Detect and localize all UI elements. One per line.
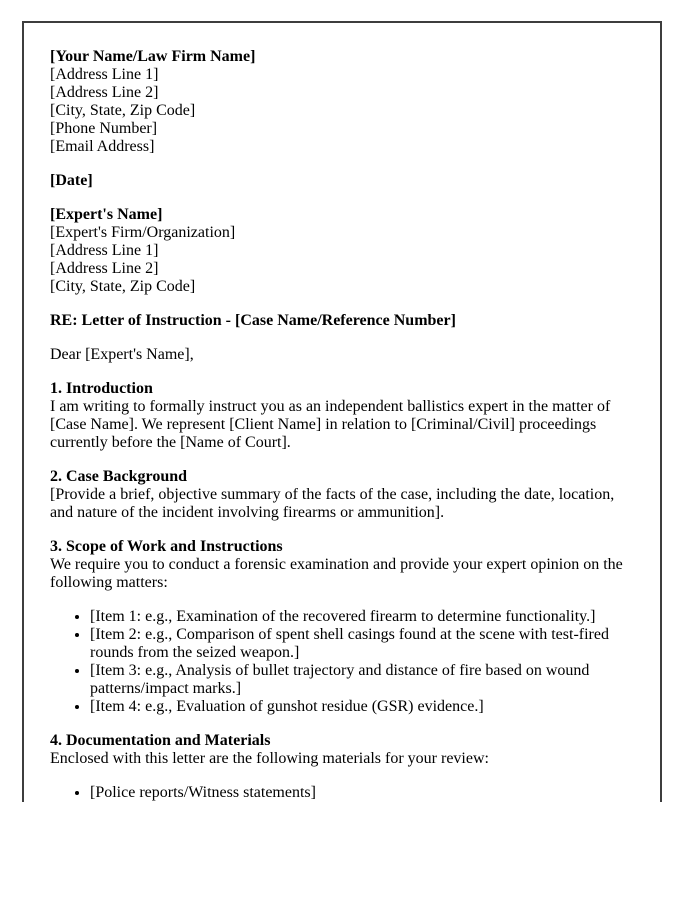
section-heading-case-background: 2. Case Background bbox=[50, 468, 188, 485]
subject-line: RE: Letter of Instruction - [Case Name/Reference Number] bbox=[50, 312, 456, 329]
section-scope-of-work bbox=[50, 538, 634, 716]
section-heading-documentation: 4. Documentation and Materials bbox=[50, 732, 271, 749]
list-item: • [Police reports/Witness statements] bbox=[90, 784, 634, 802]
recipient-name: [Expert's Name] bbox=[50, 206, 163, 223]
section-body-documentation: Enclosed with this letter are the following materials for your review: bbox=[50, 750, 489, 767]
sender-address-line-2: [Address Line 2] bbox=[50, 84, 159, 101]
sender-email: [Email Address] bbox=[50, 138, 155, 155]
recipient-address-line-1: [Address Line 1] bbox=[50, 242, 159, 259]
section-body-introduction: I am writing to formally instruct you as an independent ballistics expert in the matter of [Case Name]. We represent [Client Name] in relation to [Criminal/Civil] proceedings currently before the [Name of Court]. bbox=[50, 398, 611, 451]
list-item: • [Item 4: e.g., Evaluation of gunshot residue (GSR) evidence.] bbox=[90, 698, 634, 716]
sender-block bbox=[50, 48, 634, 156]
salutation: Dear [Expert's Name], bbox=[50, 346, 194, 363]
section-heading-introduction: 1. Introduction bbox=[50, 380, 153, 397]
section-body-scope-of-work: We require you to conduct a forensic examination and provide your expert opinion on the following matters: bbox=[50, 556, 623, 591]
materials-list bbox=[50, 784, 634, 802]
sender-city-state-zip: [City, State, Zip Code] bbox=[50, 102, 196, 119]
list-item: • [Item 2: e.g., Comparison of spent shell casings found at the scene with test-fired rounds from the seized weapon.] bbox=[90, 626, 634, 662]
sender-name: [Your Name/Law Firm Name] bbox=[50, 48, 256, 65]
section-case-background bbox=[50, 468, 634, 522]
list-item: • [Item 1: e.g., Examination of the recovered firearm to determine functionality.] bbox=[90, 608, 634, 626]
section-documentation bbox=[50, 732, 634, 802]
recipient-organization: [Expert's Firm/Organization] bbox=[50, 224, 236, 241]
section-body-case-background: [Provide a brief, objective summary of the facts of the case, including the date, location, and nature of the incident involving firearms or ammunition]. bbox=[50, 486, 615, 521]
list-item: • [Item 3: e.g., Analysis of bullet trajectory and distance of fire based on wound patterns/impact marks.] bbox=[90, 662, 634, 698]
letter-page bbox=[22, 21, 662, 802]
recipient-block bbox=[50, 206, 634, 296]
recipient-address-line-2: [Address Line 2] bbox=[50, 260, 159, 277]
section-heading-scope-of-work: 3. Scope of Work and Instructions bbox=[50, 538, 283, 555]
sender-phone: [Phone Number] bbox=[50, 120, 158, 137]
recipient-city-state-zip: [City, State, Zip Code] bbox=[50, 278, 196, 295]
scope-items-list bbox=[50, 608, 634, 716]
sender-address-line-1: [Address Line 1] bbox=[50, 66, 159, 83]
section-introduction bbox=[50, 380, 634, 452]
date-line: [Date] bbox=[50, 172, 93, 189]
